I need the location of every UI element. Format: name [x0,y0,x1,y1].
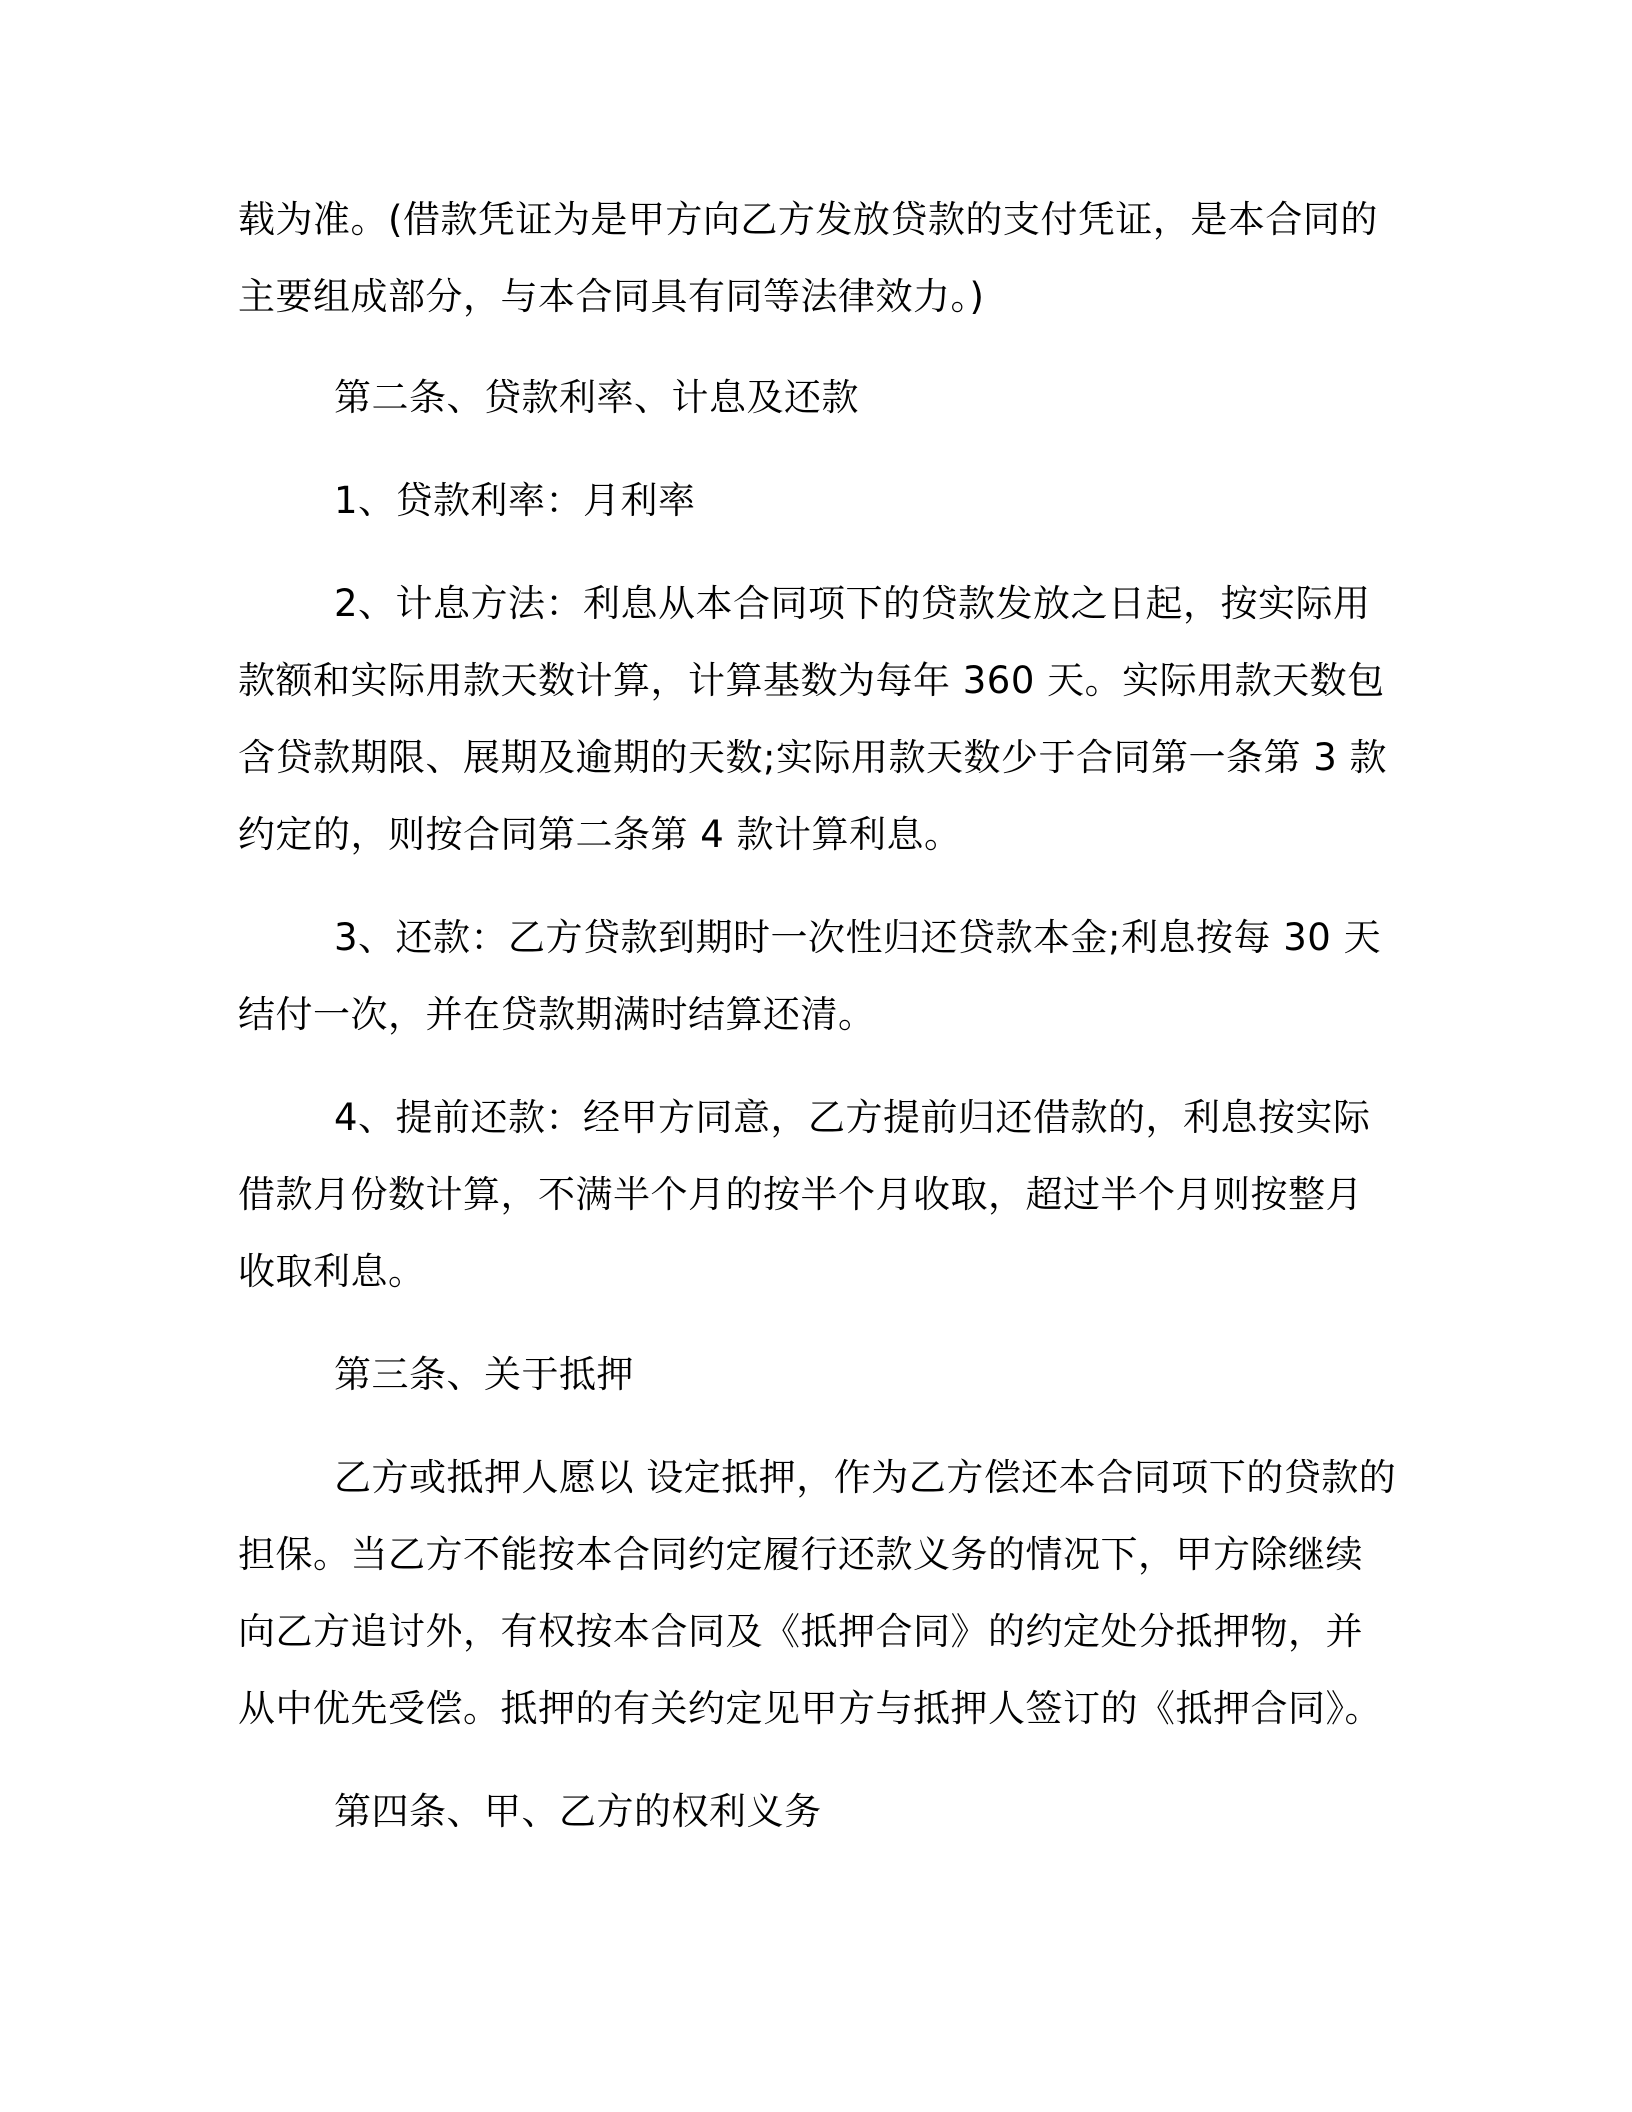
text-line: 从中优先受偿。抵押的有关约定见甲方与抵押人签订的《抵押合同》。 [238,1687,1382,1730]
text-line: 收取利息。 [238,1250,426,1293]
text-line: 含贷款期限、展期及逾期的天数;实际用款天数少于合同第一条第 3 款 [238,736,1388,779]
text-line: 向乙方追讨外，有权按本合同及《抵押合同》的约定处分抵押物，并 [238,1610,1363,1653]
clause-2-1: 1、贷款利率：月利率 [334,479,696,522]
text-line: 款额和实际用款天数计算，计算基数为每年 360 天。实际用款天数包 [238,659,1385,702]
text-line: 担保。当乙方不能按本合同约定履行还款义务的情况下，甲方除继续 [238,1533,1363,1576]
section-heading-2: 第二条、贷款利率、计息及还款 [334,376,859,419]
clause-2-3: 3、还款：乙方贷款到期时一次性归还贷款本金;利息按每 30 天 [334,916,1382,959]
section-heading-3: 第三条、关于抵押 [334,1353,634,1396]
clause-2-4: 4、提前还款：经甲方同意，乙方提前归还借款的，利息按实际 [334,1096,1371,1139]
text-line: 结付一次，并在贷款期满时结算还清。 [238,993,876,1036]
clause-2-2: 2、计息方法：利息从本合同项下的贷款发放之日起，按实际用 [334,582,1371,625]
text-line: 借款月份数计算，不满半个月的按半个月收取，超过半个月则按整月 [238,1173,1363,1216]
section-heading-4: 第四条、甲、乙方的权利义务 [334,1790,822,1833]
clause-3-body: 乙方或抵押人愿以 设定抵押，作为乙方偿还本合同项下的贷款的 [334,1456,1397,1499]
text-line: 约定的，则按合同第二条第 4 款计算利息。 [238,813,962,856]
text-line: 主要组成部分，与本合同具有同等法律效力。) [238,275,985,318]
text-line: 载为准。(借款凭证为是甲方向乙方发放贷款的支付凭证，是本合同的 [238,198,1378,241]
